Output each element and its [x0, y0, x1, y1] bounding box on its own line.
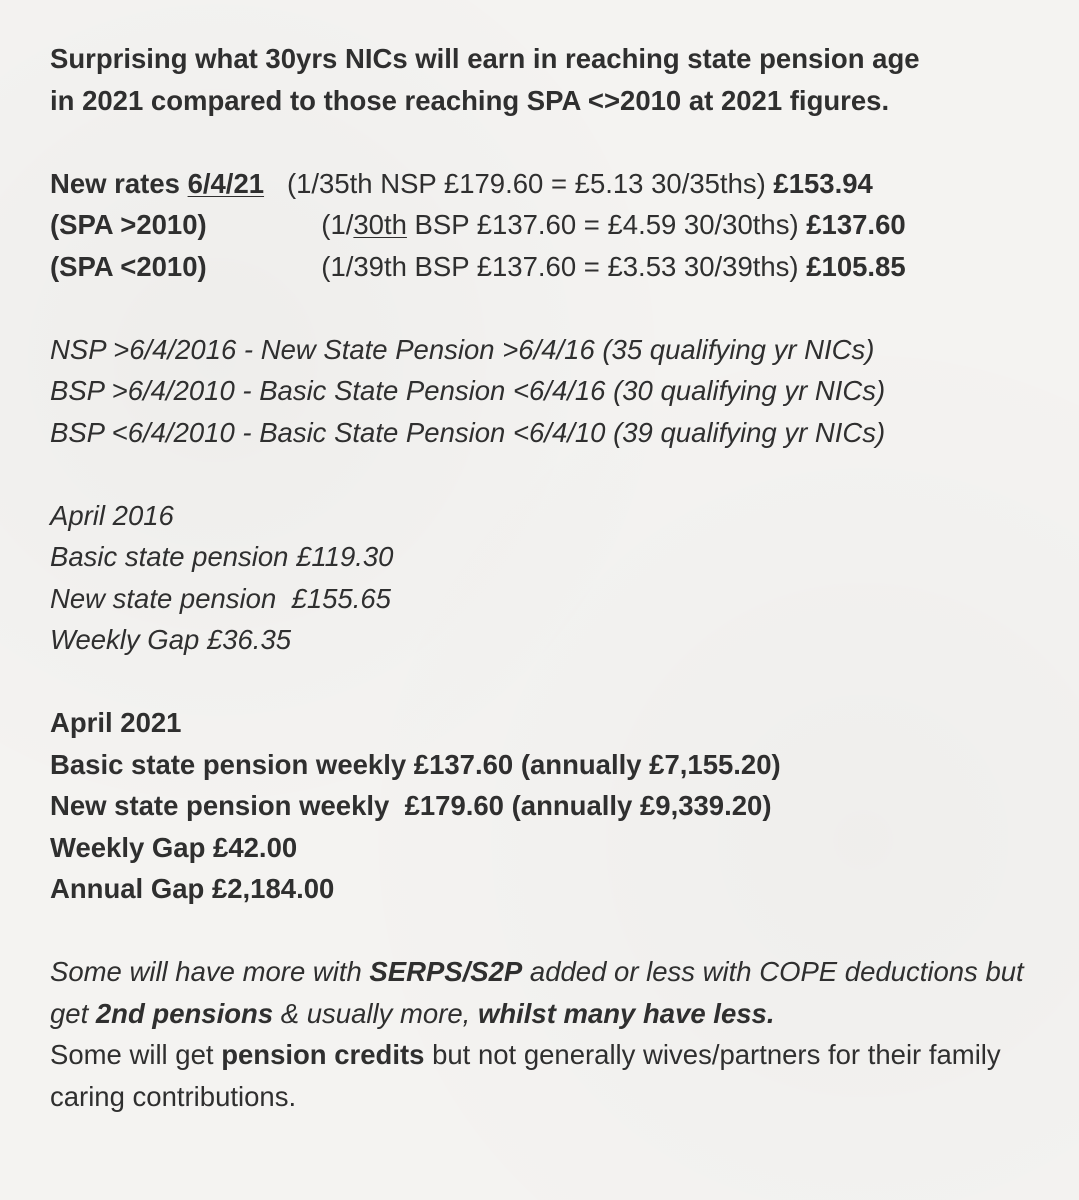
april-2016-gap: Weekly Gap £36.35 — [50, 624, 292, 655]
note-p1-second-pensions: 2nd pensions — [95, 997, 274, 1029]
april-2021-weekly-gap: Weekly Gap £42.00 — [50, 831, 298, 863]
rate-row-new-label: New rates — [50, 167, 188, 199]
definition-bsp-before-2010: BSP <6/4/2010 - Basic State Pension <6/4/10 (39 qualifying yr NICs) — [50, 416, 886, 448]
rate-row-spa-after-2010-label: (SPA >2010) — [50, 209, 207, 240]
intro-line-1: Surprising what 30yrs NICs will earn in reaching state pension age — [50, 43, 920, 74]
spacer — [50, 453, 1060, 495]
april-2016-basic: Basic state pension £119.30 — [50, 541, 394, 572]
note-p2-pension-credits: pension credits — [221, 1039, 425, 1070]
note-paragraph-2 — [50, 1034, 1035, 1117]
rate-row-spa-after-2010-calc-pre: (1/ — [206, 209, 354, 240]
april-2021-basic: Basic state pension weekly £137.60 (annually £7,155.20) — [50, 748, 781, 780]
note-body — [50, 38, 1060, 1117]
note-p1-whilst-many: whilst many have less. — [477, 997, 775, 1029]
note-p1-serps: SERPS/S2P — [369, 956, 523, 987]
rate-row-spa-before-2010-label: (SPA <2010) — [50, 250, 207, 282]
note-paragraph-1 — [50, 951, 1035, 1034]
spacer — [50, 661, 1060, 703]
april-2021-new: New state pension weekly £179.60 (annually £9,339.20) — [50, 790, 772, 821]
definition-nsp: NSP >6/4/2016 - New State Pension >6/4/16 (35 qualifying yr NICs) — [50, 333, 875, 365]
note-p2-c: but not generally wives/partners for their family caring contributions. — [50, 1039, 1001, 1112]
rate-row-spa-after-2010-calc-post: BSP £137.60 = £4.59 30/30ths) — [406, 209, 807, 240]
april-2021-annual-gap: Annual Gap £2,184.00 — [50, 873, 335, 904]
spacer — [50, 910, 1060, 952]
definition-bsp-after-2010: BSP >6/4/2010 - Basic State Pension <6/4/16 (30 qualifying yr NICs) — [50, 375, 886, 406]
rate-row-spa-after-2010-total: £137.60 — [806, 209, 906, 240]
intro-line-2: in 2021 compared to those reaching SPA <>2010 at 2021 figures. — [50, 84, 890, 116]
note-p2-a: Some will get — [50, 1039, 222, 1070]
rate-row-spa-after-2010 — [50, 204, 1060, 246]
rate-row-spa-after-2010-calc-underlined: 30th — [353, 209, 407, 240]
april-2016-heading: April 2016 — [50, 499, 174, 531]
rate-row-new — [50, 163, 1060, 205]
rate-row-new-total: £153.94 — [773, 167, 873, 199]
note-p1-a: Some will have more with — [50, 956, 370, 987]
rate-row-new-calc: (1/35th NSP £179.60 = £5.13 30/35ths) — [264, 167, 774, 199]
rate-row-spa-before-2010-calc: (1/39th BSP £137.60 = £3.53 30/39ths) — [206, 250, 807, 282]
april-2016-new: New state pension £155.65 — [50, 582, 391, 614]
rate-row-spa-before-2010 — [50, 246, 1060, 288]
spacer — [50, 287, 1060, 329]
note-p1-e: & usually more, — [273, 997, 478, 1029]
rate-row-new-date: 6/4/21 — [187, 167, 265, 199]
spacer — [50, 121, 1060, 163]
note-p1-c: added or less with COPE deductions but get — [50, 956, 1024, 1029]
rate-row-spa-before-2010-total: £105.85 — [806, 250, 906, 282]
april-2021-heading: April 2021 — [50, 707, 182, 738]
